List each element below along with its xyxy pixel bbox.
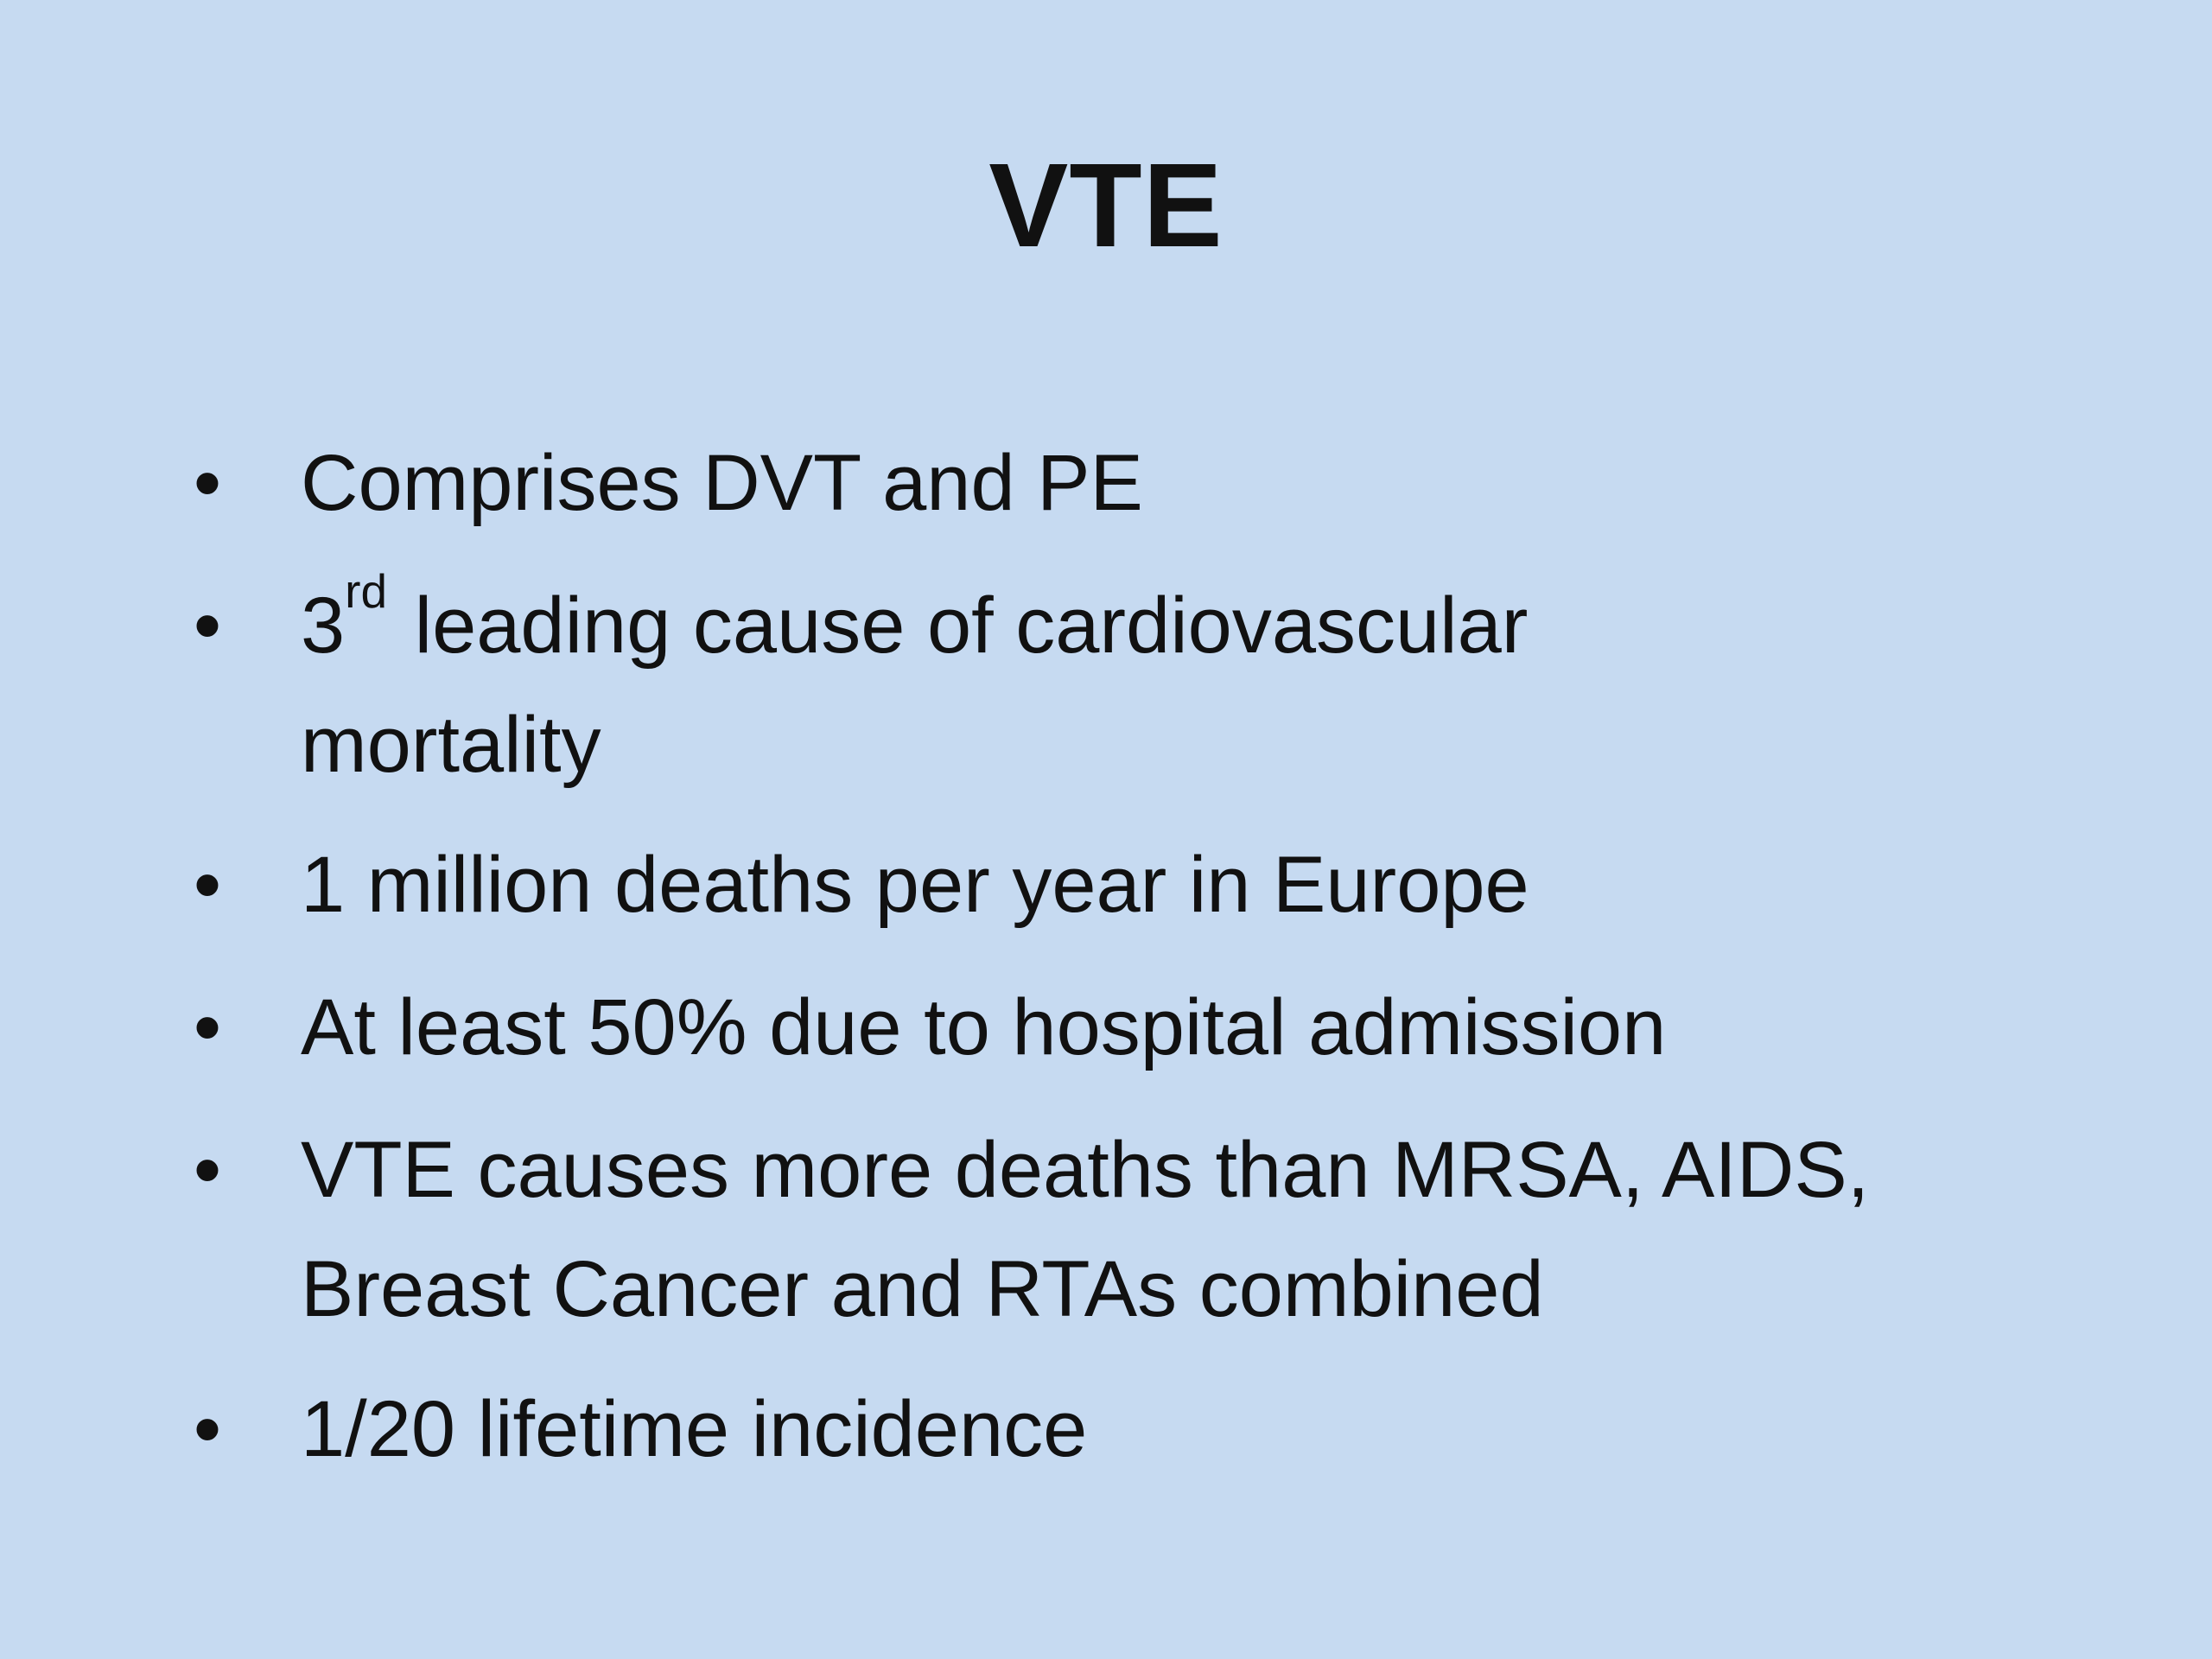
bullet-icon: •	[193, 582, 222, 670]
ordinal-suffix: rd	[345, 563, 388, 618]
ordinal-number: 3	[301, 582, 346, 670]
bullet-icon: •	[193, 439, 222, 527]
bullet-text: 1/20 lifetime incidence	[301, 1385, 1088, 1473]
bullet-text: 1 million deaths per year in Europe	[301, 841, 1529, 929]
bullet-text: Comprises DVT and PE	[301, 439, 1143, 527]
bullet-icon: •	[193, 1126, 222, 1214]
bullet-text	[301, 1110, 1869, 1349]
bullet-icon: •	[193, 983, 222, 1071]
bullet-icon: •	[193, 841, 222, 929]
bullet-icon: •	[193, 1385, 222, 1473]
bullet-text-line1: leading cause of cardiovascular	[392, 582, 1529, 670]
bullet-text	[301, 563, 1529, 804]
bullet-text-line2: Breast Cancer and RTAs combined	[301, 1245, 1544, 1333]
bullet-text-line1: VTE causes more deaths than MRSA, AIDS,	[301, 1126, 1870, 1214]
bullet-text-line2: mortality	[301, 701, 601, 789]
bullet-text: At least 50% due to hospital admission	[301, 983, 1667, 1071]
slide-title: VTE	[988, 139, 1224, 272]
